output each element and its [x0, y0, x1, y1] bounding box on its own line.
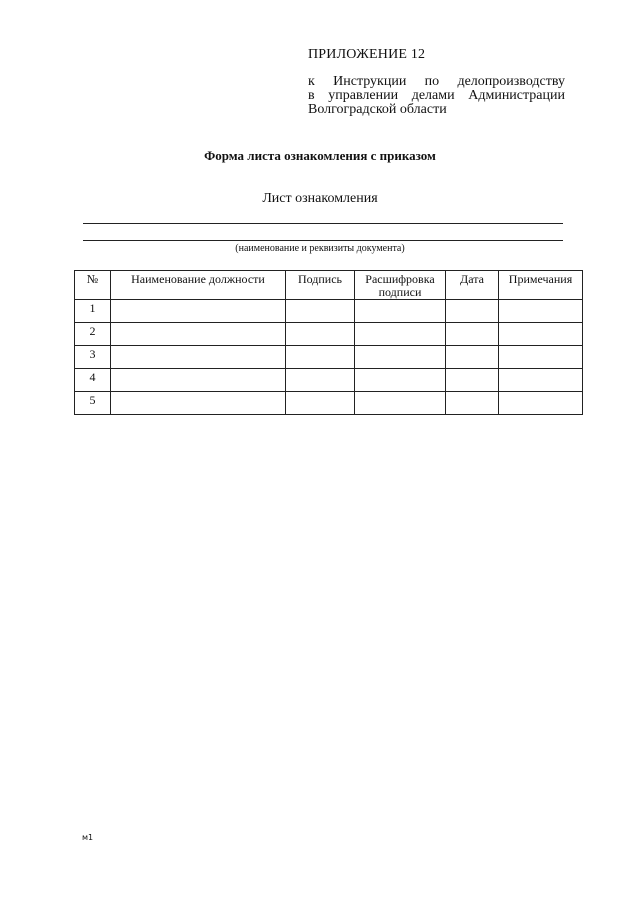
- row-number: 2: [75, 323, 111, 346]
- header-position: Наименование должности: [111, 271, 286, 300]
- footer-mark: м1: [82, 833, 94, 842]
- appendix-ref-line-2: в управлении делами Администрации: [308, 88, 565, 103]
- signature-decoding-cell: [355, 346, 446, 369]
- notes-cell: [499, 346, 583, 369]
- acknowledgement-table: [74, 270, 583, 415]
- signature-decoding-cell: [355, 392, 446, 415]
- appendix-reference: [308, 75, 565, 117]
- row-number: 5: [75, 392, 111, 415]
- document-details-line: [83, 240, 563, 241]
- signature-cell: [286, 346, 355, 369]
- document-name-line: [83, 223, 563, 224]
- header-notes: Примечания: [499, 271, 583, 300]
- appendix-ref-line-1: к Инструкции по делопроизводству: [308, 74, 565, 89]
- signature-decoding-cell: [355, 300, 446, 323]
- signature-cell: [286, 323, 355, 346]
- notes-cell: [499, 323, 583, 346]
- date-cell: [446, 392, 499, 415]
- appendix-ref-line-3: Волгоградской области: [308, 102, 447, 117]
- row-number: 1: [75, 300, 111, 323]
- line-caption: (наименование и реквизиты документа): [235, 243, 405, 254]
- position-cell: [111, 392, 286, 415]
- table-row: [75, 323, 583, 346]
- table-row: [75, 346, 583, 369]
- date-cell: [446, 300, 499, 323]
- signature-cell: [286, 300, 355, 323]
- appendix-title: ПРИЛОЖЕНИЕ 12: [308, 47, 426, 62]
- signature-cell: [286, 369, 355, 392]
- signature-decoding-cell: [355, 323, 446, 346]
- row-number: 4: [75, 369, 111, 392]
- row-number: 3: [75, 346, 111, 369]
- table-header-row: [75, 271, 583, 300]
- position-cell: [111, 346, 286, 369]
- notes-cell: [499, 392, 583, 415]
- signature-decoding-cell: [355, 369, 446, 392]
- header-signature: Подпись: [286, 271, 355, 300]
- header-signature-decoding: Расшифровка подписи: [355, 271, 446, 300]
- notes-cell: [499, 369, 583, 392]
- table-row: [75, 392, 583, 415]
- form-title: Форма листа ознакомления с приказом: [204, 148, 436, 163]
- position-cell: [111, 323, 286, 346]
- date-cell: [446, 346, 499, 369]
- sheet-title: Лист ознакомления: [262, 191, 378, 206]
- header-date: Дата: [446, 271, 499, 300]
- position-cell: [111, 369, 286, 392]
- table-row: [75, 369, 583, 392]
- date-cell: [446, 323, 499, 346]
- notes-cell: [499, 300, 583, 323]
- position-cell: [111, 300, 286, 323]
- table-row: [75, 300, 583, 323]
- header-number: №: [75, 271, 111, 300]
- date-cell: [446, 369, 499, 392]
- signature-cell: [286, 392, 355, 415]
